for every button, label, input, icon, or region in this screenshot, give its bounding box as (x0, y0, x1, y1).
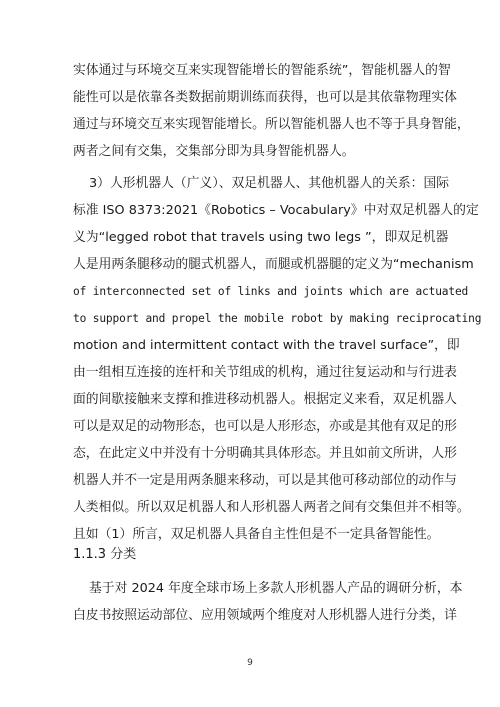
text-line: 标准 ISO 8373:2021《Robotics – Vocabulary》中对双足机器人的定 (73, 203, 479, 218)
text-line: 人类相似。所以双足机器人和人形机器人两者之间有交集但并不相等。 (73, 500, 470, 515)
text-line: 面的间歇接触来支撑和推进移动机器人。根据定义来看，双足机器人 (73, 392, 457, 407)
text-line: 人是用两条腿移动的腿式机器人，而腿或机器腿的定义为“mechanism (73, 257, 474, 272)
section-heading: 1.1.3 分类 (73, 547, 137, 562)
text-line: 且如（1）所言，双足机器人具备自主性但是不一定具备智能性。 (73, 527, 440, 542)
text-line: 由一组相互连接的连杆和关节组成的机构，通过往复运动和与行进表 (73, 365, 457, 380)
text-line: 机器人并不一定是用两条腿来移动，可以是其他可移动部位的动作与 (73, 473, 457, 488)
text-line: 两者之间有交集，交集部分即为具身智能机器人。 (73, 144, 355, 159)
text-line: 3）人形机器人（广义）、双足机器人、其他机器人的关系：国际 (89, 176, 450, 191)
text-line: motion and intermittent contact with the travel surface”，即 (73, 338, 460, 353)
text-line: 基于对 2024 年度全球市场上多款人形机器人产品的调研分析，本 (89, 581, 463, 596)
text-line: of interconnected set of links and joints which are actuated (73, 285, 469, 298)
text-line: 可以是双足的动物形态，也可以是人形形态，亦或是其他有双足的形 (73, 419, 457, 434)
text-line: to support and propel the mobile robot by making reciprocating (73, 312, 482, 325)
text-line: 态，在此定义中并没有十分明确其具体形态。并且如前文所讲，人形 (73, 446, 457, 461)
text-line: 实体通过与环境交互来实现智能增长的智能系统”，智能机器人的智 (73, 63, 451, 78)
text-line: 义为“legged robot that travels using two legs ”，即双足机器 (73, 230, 449, 245)
text-line: 通过与环境交互来实现智能增长。所以智能机器人也不等于具身智能， (73, 117, 470, 132)
page-number: 9 (247, 658, 253, 668)
text-line: 白皮书按照运动部位、应用领域两个维度对人形机器人进行分类，详 (73, 608, 457, 623)
text-line: 能性可以是依靠各类数据前期训练而获得，也可以是其依靠物理实体 (73, 90, 457, 105)
